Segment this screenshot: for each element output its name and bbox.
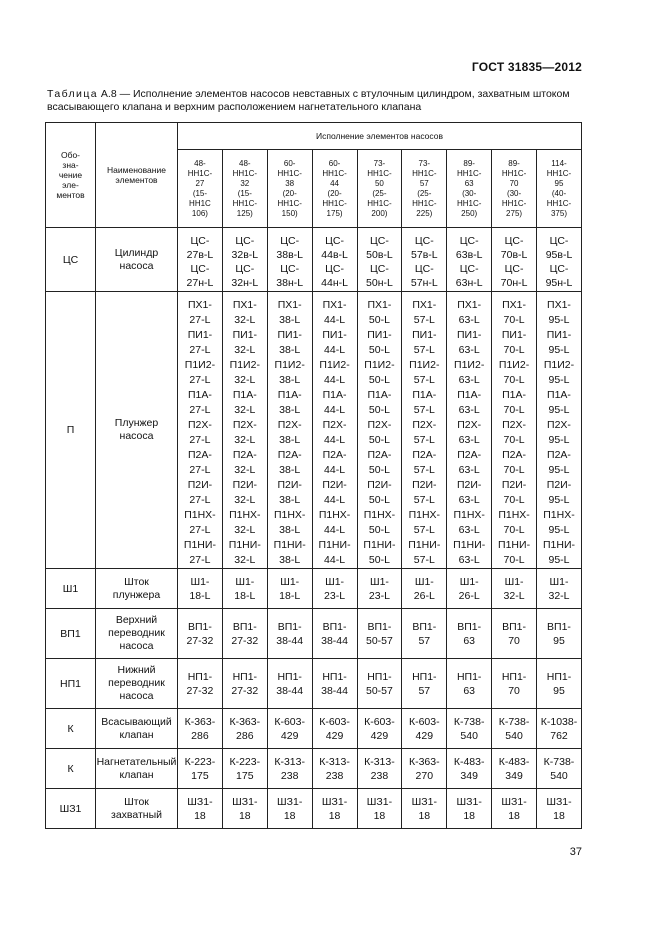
element-code: НП1 bbox=[46, 659, 96, 709]
table-row bbox=[46, 749, 582, 789]
document-standard-header: ГОСТ 31835—2012 bbox=[471, 60, 582, 74]
table-cell: ШЗ1- 18 bbox=[267, 789, 312, 829]
table-cell: ЦС- 50в-L ЦС- 50н-L bbox=[357, 228, 402, 292]
table-cell: НП1- 38-44 bbox=[267, 659, 312, 709]
element-name: Цилиндр насоса bbox=[96, 228, 178, 292]
table-cell: ШЗ1- 18 bbox=[357, 789, 402, 829]
table-cell: Ш1- 26-L bbox=[402, 569, 447, 609]
table-row bbox=[46, 789, 582, 829]
table-cell: НП1- 95 bbox=[537, 659, 582, 709]
table-cell: ВП1- 38-44 bbox=[312, 609, 357, 659]
element-code: К bbox=[46, 709, 96, 749]
table-row bbox=[46, 659, 582, 709]
table-cell: ВП1- 27-32 bbox=[178, 609, 223, 659]
table-row bbox=[46, 292, 582, 569]
variant-header: 60- НН1С- 38 (20- НН1С- 150) bbox=[267, 150, 312, 228]
element-code: ВП1 bbox=[46, 609, 96, 659]
table-cell: ЦС- 32в-L ЦС- 32н-L bbox=[222, 228, 267, 292]
table-row bbox=[46, 609, 582, 659]
table-row bbox=[46, 569, 582, 609]
variant-header: 48- НН1С- 27 (15- НН1С 106) bbox=[178, 150, 223, 228]
table-cell: К-313- 238 bbox=[267, 749, 312, 789]
table-cell: ЦС- 27в-L ЦС- 27н-L bbox=[178, 228, 223, 292]
table-cell: ВП1- 95 bbox=[537, 609, 582, 659]
col-header-name: Наименование элементов bbox=[96, 123, 178, 228]
table-cell: К-1038- 762 bbox=[537, 709, 582, 749]
table-cell: ВП1- 63 bbox=[447, 609, 492, 659]
table-cell: ПХ1- 95-L ПИ1- 95-L П1И2- 95-L П1А- 95-L П2Х- 95-L П2А- 95-L П2И- 95-L П1НХ- 95-L П1НИ- 95-L bbox=[537, 292, 582, 569]
table-cell: К-223- 175 bbox=[222, 749, 267, 789]
table-caption-lead: Таблица bbox=[47, 88, 98, 100]
table-cell: К-363- 286 bbox=[222, 709, 267, 749]
element-name: Нижний переводник насоса bbox=[96, 659, 178, 709]
table-cell: ШЗ1- 18 bbox=[222, 789, 267, 829]
variant-header: 89- НН1С- 70 (30- НН1С- 275) bbox=[492, 150, 537, 228]
table-cell: К-223- 175 bbox=[178, 749, 223, 789]
table-cell: НП1- 57 bbox=[402, 659, 447, 709]
table-cell: НП1- 70 bbox=[492, 659, 537, 709]
table-caption bbox=[47, 88, 587, 114]
table-cell: К-363- 286 bbox=[178, 709, 223, 749]
table-cell: Ш1- 23-L bbox=[312, 569, 357, 609]
table-cell: ШЗ1- 18 bbox=[178, 789, 223, 829]
table-cell: Ш1- 26-L bbox=[447, 569, 492, 609]
table-cell: К-313- 238 bbox=[312, 749, 357, 789]
table-cell: НП1- 38-44 bbox=[312, 659, 357, 709]
table-cell: ПХ1- 50-L ПИ1- 50-L П1И2- 50-L П1А- 50-L П2Х- 50-L П2А- 50-L П2И- 50-L П1НХ- 50-L П1НИ- 50-L bbox=[357, 292, 402, 569]
table-cell: НП1- 63 bbox=[447, 659, 492, 709]
table-cell: ШЗ1- 18 bbox=[402, 789, 447, 829]
variant-header: 114- НН1С- 95 (40- НН1С- 375) bbox=[537, 150, 582, 228]
table-cell: К-483- 349 bbox=[447, 749, 492, 789]
page-number: 37 bbox=[569, 846, 582, 858]
element-name: Шток плунжера bbox=[96, 569, 178, 609]
table-cell: К-603- 429 bbox=[267, 709, 312, 749]
table-cell: Ш1- 32-L bbox=[492, 569, 537, 609]
table-cell: ПХ1- 63-L ПИ1- 63-L П1И2- 63-L П1А- 63-L П2Х- 63-L П2А- 63-L П2И- 63-L П1НХ- 63-L П1НИ- 63-L bbox=[447, 292, 492, 569]
table-cell: К-603- 429 bbox=[312, 709, 357, 749]
table-cell: ПХ1- 38-L ПИ1- 38-L П1И2- 38-L П1А- 38-L П2Х- 38-L П2А- 38-L П2И- 38-L П1НХ- 38-L П1НИ- 38-L bbox=[267, 292, 312, 569]
element-code: П bbox=[46, 292, 96, 569]
table-row bbox=[46, 709, 582, 749]
element-code: Ш1 bbox=[46, 569, 96, 609]
table-caption-text: А.8 — Исполнение элементов насосов невставных с втулочным цилиндром, захватным штоком всасывающего клапана и верхним расположением нагнетательного клапана bbox=[47, 88, 570, 113]
table-cell: ВП1- 27-32 bbox=[222, 609, 267, 659]
table-cell: К-738- 540 bbox=[447, 709, 492, 749]
table-cell: ЦС- 63в-L ЦС- 63н-L bbox=[447, 228, 492, 292]
table-cell: К-603- 429 bbox=[357, 709, 402, 749]
table-cell: ПХ1- 57-L ПИ1- 57-L П1И2- 57-L П1А- 57-L П2Х- 57-L П2А- 57-L П2И- 57-L П1НХ- 57-L П1НИ- 57-L bbox=[402, 292, 447, 569]
table-cell: К-603- 429 bbox=[402, 709, 447, 749]
variant-header: 73- НН1С- 50 (25- НН1С- 200) bbox=[357, 150, 402, 228]
table-row bbox=[46, 228, 582, 292]
table-cell: К-738- 540 bbox=[537, 749, 582, 789]
group-header: Исполнение элементов насосов bbox=[178, 123, 582, 150]
element-name: Нагнетательный клапан bbox=[96, 749, 178, 789]
table-cell: Ш1- 18-L bbox=[222, 569, 267, 609]
pump-elements-table bbox=[45, 122, 582, 829]
table-cell: ШЗ1- 18 bbox=[537, 789, 582, 829]
element-code: ЦС bbox=[46, 228, 96, 292]
table-cell: ЦС- 44в-L ЦС- 44н-L bbox=[312, 228, 357, 292]
table-cell: К-738- 540 bbox=[492, 709, 537, 749]
table-cell: НП1- 50-57 bbox=[357, 659, 402, 709]
variant-header: 60- НН1С- 44 (20- НН1С- 175) bbox=[312, 150, 357, 228]
element-code: К bbox=[46, 749, 96, 789]
table-cell: К-363- 270 bbox=[402, 749, 447, 789]
table-cell: ПХ1- 44-L ПИ1- 44-L П1И2- 44-L П1А- 44-L П2Х- 44-L П2А- 44-L П2И- 44-L П1НХ- 44-L П1НИ- 44-L bbox=[312, 292, 357, 569]
table-cell: Ш1- 18-L bbox=[267, 569, 312, 609]
table-cell: ШЗ1- 18 bbox=[447, 789, 492, 829]
table-cell: ВП1- 57 bbox=[402, 609, 447, 659]
table-cell: ПХ1- 32-L ПИ1- 32-L П1И2- 32-L П1А- 32-L П2Х- 32-L П2А- 32-L П2И- 32-L П1НХ- 32-L П1НИ- 32-L bbox=[222, 292, 267, 569]
table-cell: Ш1- 18-L bbox=[178, 569, 223, 609]
element-code: ШЗ1 bbox=[46, 789, 96, 829]
col-header-code: Обо- зна- чение эле- ментов bbox=[46, 123, 96, 228]
table-cell: ЦС- 38в-L ЦС- 38н-L bbox=[267, 228, 312, 292]
table-cell: ВП1- 70 bbox=[492, 609, 537, 659]
table-cell: НП1- 27-32 bbox=[222, 659, 267, 709]
table-cell: ШЗ1- 18 bbox=[312, 789, 357, 829]
variant-header: 89- НН1С- 63 (30- НН1С- 250) bbox=[447, 150, 492, 228]
table-cell: ВП1- 38-44 bbox=[267, 609, 312, 659]
element-name: Всасывающий клапан bbox=[96, 709, 178, 749]
table-cell: ЦС- 95в-L ЦС- 95н-L bbox=[537, 228, 582, 292]
table-cell: ПХ1- 27-L ПИ1- 27-L П1И2- 27-L П1А- 27-L П2Х- 27-L П2А- 27-L П2И- 27-L П1НХ- 27-L П1НИ- 27-L bbox=[178, 292, 223, 569]
table-cell: ПХ1- 70-L ПИ1- 70-L П1И2- 70-L П1А- 70-L П2Х- 70-L П2А- 70-L П2И- 70-L П1НХ- 70-L П1НИ- 70-L bbox=[492, 292, 537, 569]
element-name: Верхний переводник насоса bbox=[96, 609, 178, 659]
table-cell: Ш1- 32-L bbox=[537, 569, 582, 609]
variant-header: 48- НН1С- 32 (15- НН1С- 125) bbox=[222, 150, 267, 228]
table-cell: ШЗ1- 18 bbox=[492, 789, 537, 829]
table-cell: Ш1- 23-L bbox=[357, 569, 402, 609]
table-cell: ЦС- 57в-L ЦС- 57н-L bbox=[402, 228, 447, 292]
element-name: Шток захватный bbox=[96, 789, 178, 829]
table-cell: К-483- 349 bbox=[492, 749, 537, 789]
table-cell: НП1- 27-32 bbox=[178, 659, 223, 709]
table-cell: ЦС- 70в-L ЦС- 70н-L bbox=[492, 228, 537, 292]
table-cell: К-313- 238 bbox=[357, 749, 402, 789]
element-name: Плунжер насоса bbox=[96, 292, 178, 569]
variant-header: 73- НН1С- 57 (25- НН1С- 225) bbox=[402, 150, 447, 228]
table-cell: ВП1- 50-57 bbox=[357, 609, 402, 659]
